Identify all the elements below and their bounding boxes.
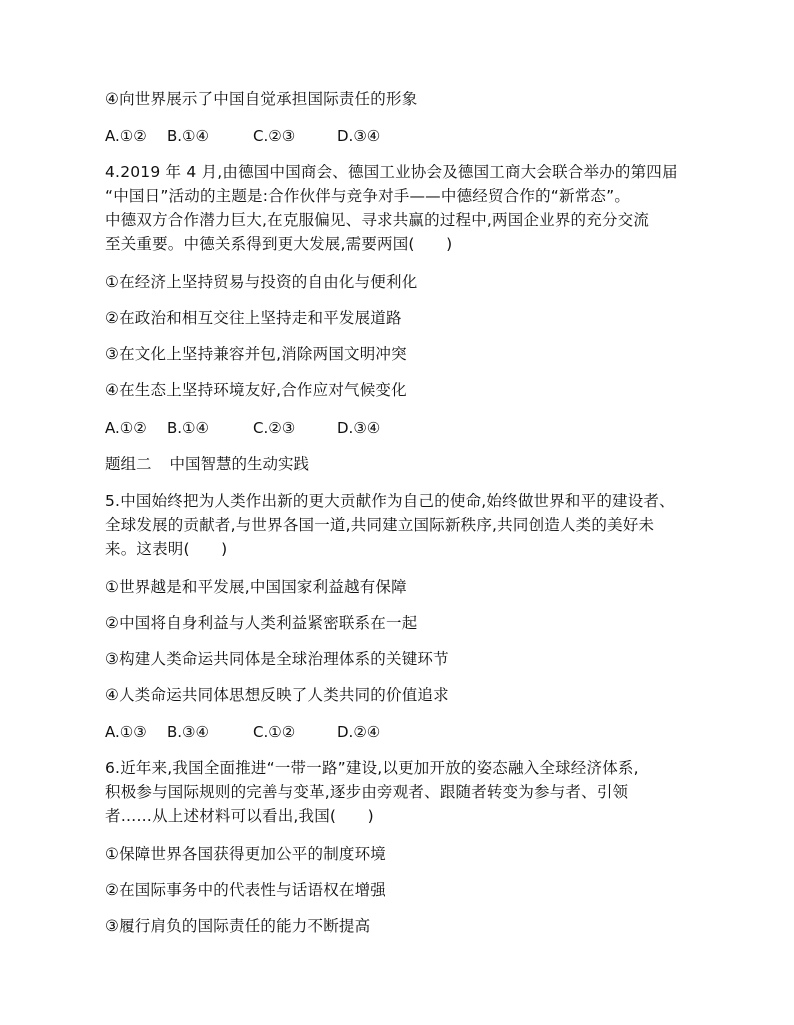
q3-option-d: D.③④ <box>337 127 381 145</box>
q3-option-a: A.①② <box>105 127 147 145</box>
q4-option-a: A.①② <box>105 419 147 437</box>
q5-item-2: ②中国将自身利益与人类利益紧密联系在一起 <box>105 614 418 632</box>
q4-item-4: ④在生态上坚持环境友好,合作应对气候变化 <box>105 381 407 399</box>
group2-title: 中国智慧的生动实践 <box>169 455 310 473</box>
q4-option-d: D.③④ <box>337 419 381 437</box>
q5-option-b: B.③④ <box>167 723 209 741</box>
q5-option-a: A.①③ <box>105 723 147 741</box>
q3-item-4: ④向世界展示了中国自觉承担国际责任的形象 <box>105 90 418 108</box>
q4-item-3: ③在文化上坚持兼容并包,消除两国文明冲突 <box>105 345 407 363</box>
q6-stem-line-1: 6.近年来,我国全面推进“一带一路”建设,以更加开放的姿态融入全球经济体系, <box>105 759 639 777</box>
q3-option-b: B.①④ <box>167 127 209 145</box>
q5-stem-line-3: 来。这表明( ) <box>105 540 228 558</box>
q5-option-c: C.①② <box>253 723 296 741</box>
q4-stem-line-1: 4.2019 年 4 月,由德国中国商会、德国工业协会及德国工商大会联合举办的第四届 <box>105 163 678 181</box>
q6-stem-line-2: 积极参与国际规则的完善与变革,逐步由旁观者、跟随者转变为参与者、引领 <box>105 783 629 801</box>
q5-item-3: ③构建人类命运共同体是全球治理体系的关键环节 <box>105 650 449 668</box>
q5-item-4: ④人类命运共同体思想反映了人类共同的价值追求 <box>105 686 449 704</box>
q5-option-d: D.②④ <box>337 723 381 741</box>
q3-options <box>105 126 397 146</box>
q4-stem-line-2: “中国日”活动的主题是:合作伙伴与竞争对手——中德经贸合作的“新常态”。 <box>105 187 631 205</box>
q5-item-1: ①世界越是和平发展,中国国家利益越有保障 <box>105 578 407 596</box>
q4-item-1: ①在经济上坚持贸易与投资的自由化与便利化 <box>105 273 418 291</box>
q6-item-2: ②在国际事务中的代表性与话语权在增强 <box>105 881 386 899</box>
q4-options <box>105 418 397 438</box>
q6-item-3: ③履行肩负的国际责任的能力不断提高 <box>105 917 371 935</box>
group2-label: 题组二 <box>105 455 152 473</box>
q6-item-1: ①保障世界各国获得更加公平的制度环境 <box>105 845 386 863</box>
q4-stem-line-3: 中德双方合作潜力巨大,在克服偏见、寻求共赢的过程中,两国企业界的充分交流 <box>105 211 650 229</box>
q5-options <box>105 722 397 742</box>
q4-option-c: C.②③ <box>253 419 296 437</box>
q3-option-c: C.②③ <box>253 127 296 145</box>
q4-stem-line-4: 至关重要。中德关系得到更大发展,需要两国( ) <box>105 235 453 253</box>
q5-stem-line-2: 全球发展的贡献者,与世界各国一道,共同建立国际新秩序,共同创造人类的美好未 <box>105 516 655 534</box>
group2-heading <box>105 454 309 474</box>
q5-stem-line-1: 5.中国始终把为人类作出新的更大贡献作为自己的使命,始终做世界和平的建设者、 <box>105 492 675 510</box>
q6-stem-line-3: 者……从上述材料可以看出,我国( ) <box>105 807 374 825</box>
q4-option-b: B.①④ <box>167 419 209 437</box>
q4-item-2: ②在政治和相互交往上坚持走和平发展道路 <box>105 309 402 327</box>
